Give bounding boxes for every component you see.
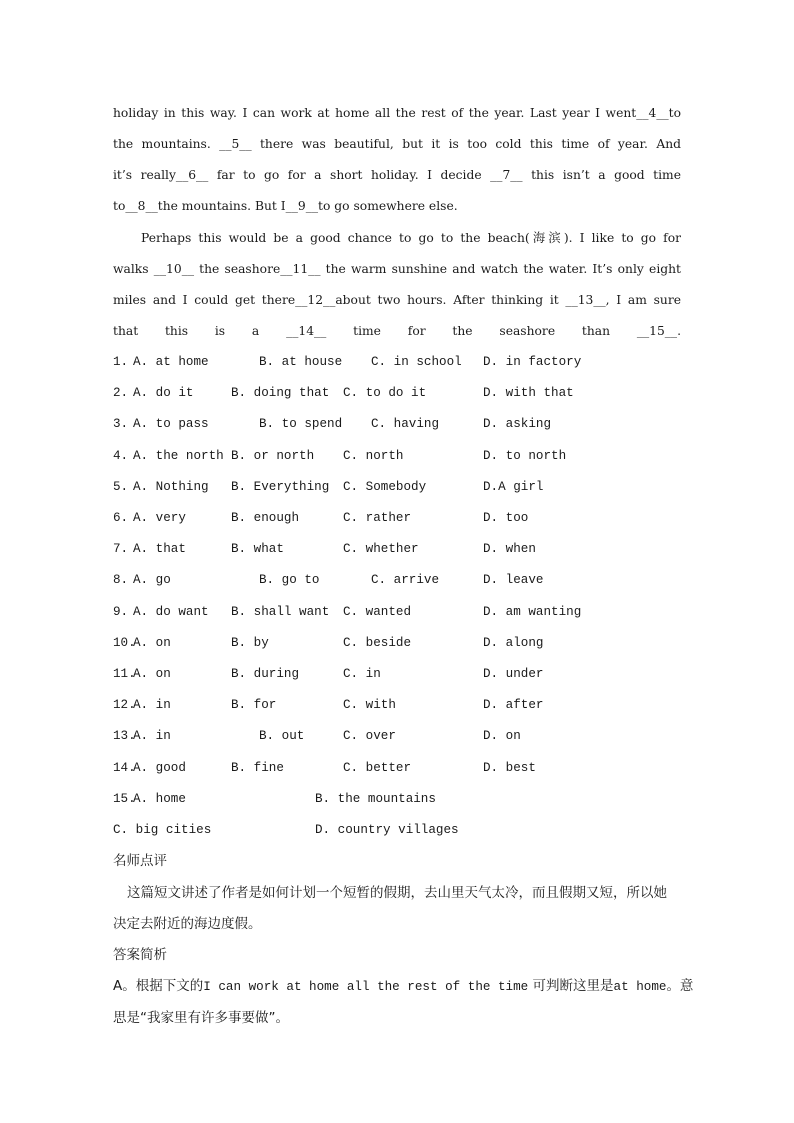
option-b: B. the mountains [315,792,436,806]
option-a: A. that [133,542,186,556]
option-d: D. after [483,698,544,712]
option-b: B. go to [259,573,320,587]
question-number: 6. [113,511,129,525]
passage-line-8: that this is a __14__ time for the seashore than __15__. [113,324,681,338]
option-b: B. during [231,667,300,681]
question-number: 10. [113,636,136,650]
option-a: A. in [133,729,171,743]
question-number: 11. [113,667,136,681]
option-b: B. enough [231,511,300,525]
option-b: B. at house [259,355,343,369]
option-a: A. in [133,698,171,712]
passage-line-2: the mountains. __5__ there was beautiful, but it is too cold this time of year. And [113,137,681,151]
option-d: D. in factory [483,355,582,369]
option-d: D. under [483,667,544,681]
answer-text-part: 可判断这里是 [532,978,614,994]
passage-line-4: to__8__the mountains. But I__9__to go somewhere else. [113,199,458,213]
option-a: A. good [133,761,186,775]
option-b: B. for [231,698,277,712]
option-a: A. to pass [133,417,209,431]
commentary-heading: 名师点评 [113,853,167,869]
question-number: 2. [113,386,129,400]
question-number: 9. [113,605,129,619]
option-a: A. on [133,636,171,650]
question-number: 7. [113,542,129,556]
option-b: B. what [231,542,284,556]
question-number: 5. [113,480,129,494]
answer-heading: 答案简析 [113,947,167,963]
passage-line-1: holiday in this way. I can work at home all the rest of the year. Last year I went__4__to [113,106,681,120]
option-a: A. at home [133,355,209,369]
option-a: A. do it [133,386,194,400]
option-c: C. whether [343,542,419,556]
option-c: C. wanted [343,605,412,619]
answer-key-phrase: at home [613,980,667,994]
option-b: B. shall want [231,605,330,619]
option-d: D. asking [483,417,552,431]
answer-text-2: 思是“我家里有许多事要做”。 [113,1010,289,1026]
option-b: B. doing that [231,386,330,400]
option-b: B. out [259,729,305,743]
option-c: C. rather [343,511,412,525]
question-number: 8. [113,573,129,587]
option-b: B. by [231,636,269,650]
option-d: D.A girl [483,480,544,494]
passage-line-3: it’s really__6__ far to go for a short holiday. I decide __7__ this isn’t a good time [113,168,681,182]
option-a: A. the north [133,449,224,463]
answer-text-part: 。意 [666,978,694,994]
option-c: C. big cities [113,823,212,837]
question-number: 15. [113,792,136,806]
option-a: A. do want [133,605,209,619]
question-number: 14. [113,761,136,775]
passage-line-6: walks __10__ the seashore__11__ the warm sunshine and watch the water. It’s only eight [113,262,681,276]
option-d: D. best [483,761,536,775]
option-c: C. over [343,729,396,743]
commentary-text-2: 决定去附近的海边度假。 [113,916,262,932]
question-number: 4. [113,449,129,463]
option-c: C. in [343,667,381,681]
option-d: D. leave [483,573,544,587]
option-b: B. to spend [259,417,343,431]
option-b: B. fine [231,761,284,775]
option-b: B. or north [231,449,315,463]
question-number: 13. [113,729,136,743]
option-c: C. better [343,761,412,775]
option-c: C. having [371,417,440,431]
option-c: C. north [343,449,404,463]
option-d: D. am wanting [483,605,582,619]
option-b: B. Everything [231,480,330,494]
answer-text-1 [113,975,694,998]
option-d: D. country villages [315,823,459,837]
option-a: A. Nothing [133,480,209,494]
option-a: A. home [133,792,186,806]
option-c: C. arrive [371,573,440,587]
question-number: 1. [113,355,129,369]
option-c: C. Somebody [343,480,427,494]
answer-quote: I can work at home all the rest of the time [203,980,529,994]
option-c: C. with [343,698,396,712]
option-c: C. to do it [343,386,427,400]
passage-line-7: miles and I could get there__12__about two hours. After thinking it __13__, I am sure [113,293,681,307]
commentary-text-1: 这篇短文讲述了作者是如何计划一个短暂的假期，去山里天气太冷，而且假期又短，所以她 [127,885,667,901]
option-d: D. along [483,636,544,650]
option-d: D. too [483,511,529,525]
option-a: A. go [133,573,171,587]
option-d: D. on [483,729,521,743]
option-d: D. with that [483,386,574,400]
question-number: 12. [113,698,136,712]
answer-text-part: A。根据下文的 [113,978,204,994]
option-a: A. very [133,511,186,525]
option-c: C. beside [343,636,412,650]
option-d: D. when [483,542,536,556]
question-number: 3. [113,417,129,431]
passage-line-5: Perhaps this would be a good chance to go to the beach(海滨). I like to go for [141,231,681,245]
option-c: C. in school [371,355,462,369]
option-a: A. on [133,667,171,681]
option-d: D. to north [483,449,567,463]
